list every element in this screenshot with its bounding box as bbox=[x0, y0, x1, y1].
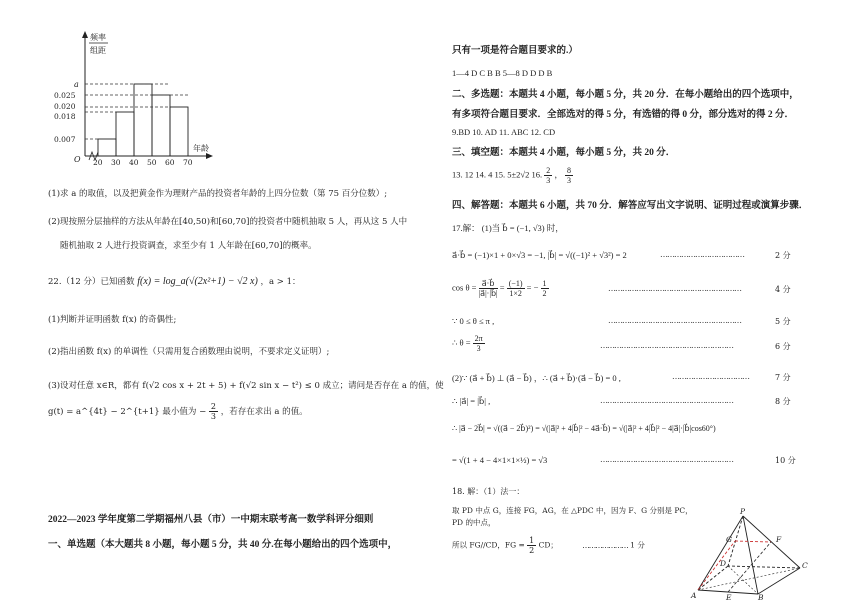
y-tick-a: a bbox=[74, 80, 79, 89]
x-tick-60: 60 bbox=[165, 158, 175, 167]
y-tick-0.025: 0.025 bbox=[54, 91, 76, 100]
section-2-line2: 有多项符合题目要求．全部选对的得 5 分，有选错的得 0 分，部分选对的得 2 分． bbox=[452, 110, 795, 120]
q17-line1: a⃗·b⃗ = (−1)×1 + 0×√3 = −1, |b⃗| = √((−1)² + √3²) = 2 bbox=[452, 250, 627, 260]
x-tick-50: 50 bbox=[147, 158, 157, 167]
q17-line2: cos θ = $\frac{a⃗\cdot b⃗}{|a⃗|\cdot|b⃗|}$ = $\frac{(-1)}{1\times 2}$ = − $\frac{1}{2}$ bbox=[452, 279, 547, 298]
q22-function: f(x) = log_a(√(2x²+1) − √2 x) bbox=[137, 276, 258, 287]
vertex-P: P bbox=[740, 507, 746, 516]
q17-score-5: 7 分 bbox=[775, 373, 791, 382]
answers-fill-in: 13. 12 14. 4 15. 5±2√2 16. $\frac{2}{3}$ ， $\frac{8}{3}$ bbox=[452, 166, 571, 185]
q17-score-4: 6 分 bbox=[775, 342, 791, 351]
q22-header bbox=[48, 276, 301, 288]
q18-line3: 所以 FG//CD，FG = $\frac{1}{2}$ CD； ………………… 1 分 bbox=[452, 536, 645, 555]
q22-min-value: $\frac{2}{3}$ bbox=[210, 402, 216, 421]
y-tick-0.020: 0.020 bbox=[54, 102, 76, 111]
bar-50-60 bbox=[152, 95, 170, 156]
q22-condition: ，a > 1： bbox=[260, 277, 301, 287]
vertex-C: C bbox=[802, 561, 808, 570]
answers-multi-choice: 9.BD 10. AD 11. ABC 12. CD bbox=[452, 127, 556, 137]
q22-gt: g(t) = a^{4t} − 2^{t+1} 最小值为 bbox=[48, 407, 197, 417]
q17-header: 17.解： (1)当 b⃗ = (−1, √3) 时， bbox=[452, 223, 564, 233]
q18-line2: PD 的中点， bbox=[452, 518, 496, 527]
q17-line5: (2)∵ (a⃗ + b⃗) ⊥ (a⃗ − b⃗) ，∴ (a⃗ + b⃗)·(a⃗ − b⃗) = 0 , bbox=[452, 373, 621, 383]
q21-part1: (1)求 a 的取值，以及把黄金作为理财产品的投资者年龄的上四分位数（第 75 百分位数）; bbox=[48, 189, 388, 199]
q17-line4: ∴ θ = $\frac{2\pi}{3}$ bbox=[452, 334, 483, 353]
q22-head: 22.（12 分）已知函数 bbox=[48, 277, 135, 287]
y-tick-0.018: 0.018 bbox=[54, 112, 76, 121]
q17-line3: ∵ 0 ≤ θ ≤ π , bbox=[452, 316, 495, 326]
q17-score-1: 2 分 bbox=[775, 251, 791, 260]
age-histogram bbox=[54, 28, 220, 168]
q22-part1: (1)判断并证明函数 f(x) 的奇偶性; bbox=[48, 315, 177, 325]
y-label-bottom: 组距 bbox=[90, 46, 106, 55]
section-1-heading: 一、单选题（本大题共 8 小题，每小题 5 分，共 40 分.在每小题给出的四个选项中， bbox=[48, 540, 398, 550]
vertex-D: D bbox=[720, 559, 727, 568]
section-2-line1: 二、多选题：本题共 4 小题，每小题 5 分，共 20 分．在每小题给出的四个选项中， bbox=[452, 90, 799, 100]
x-label: 年龄 bbox=[193, 144, 209, 153]
q18-score-1: 1 分 bbox=[630, 540, 645, 550]
q17-line6: ∴ |a⃗| = |b⃗| , bbox=[452, 396, 491, 406]
q21-part2-line2: 随机抽取 2 人进行投资调查，求至少有 1 人年龄在[60,70]的概率。 bbox=[60, 241, 317, 251]
vertex-F: F bbox=[776, 535, 782, 544]
q22-part3-line1: (3)设对任意 x∈R，都有 f(√2 cos x + 2t + 5) + f(√2 sin x − t²) ≤ 0 成立；请问是否存在 a 的值，使 bbox=[48, 381, 444, 391]
bar-60-70 bbox=[170, 107, 188, 156]
x-tick-70: 70 bbox=[183, 158, 193, 167]
q18-line1: 取 PD 中点 G，连接 FG，AG，在 △PDC 中，因为 F、G 分别是 PC， bbox=[452, 506, 693, 515]
x-axis-arrow bbox=[206, 153, 213, 159]
vertex-A: A bbox=[691, 591, 697, 600]
q17-score-2: 4 分 bbox=[775, 285, 791, 294]
q17-line7: ∴ |a⃗ − 2b⃗| = √((a⃗ − 2b⃗)²) = √(|a⃗|² + 4|b⃗|² − 4a⃗·b⃗) = √(|a⃗|² + 4|b⃗|² − 4|a⃗|·|b⃗|cos60°) bbox=[452, 424, 716, 433]
answers-single-choice: 1—4 D C B B 5—8 D D D B bbox=[452, 68, 553, 78]
q17-score-6: 8 分 bbox=[775, 397, 791, 406]
section-3-heading: 三、填空题：本题共 4 小题，每小题 5 分，共 20 分． bbox=[452, 148, 676, 158]
q21-part2-line1: (2)现按照分层抽样的方法从年龄在[40,50)和[60,70]的投资者中随机抽取 5 人，再从这 5 人中 bbox=[48, 217, 408, 227]
q17-score-3: 5 分 bbox=[775, 317, 791, 326]
vertex-G: G bbox=[726, 535, 732, 544]
answer-16-frac-a: $\frac{2}{3}$ bbox=[546, 166, 551, 185]
vertex-E: E bbox=[726, 593, 732, 602]
x-tick-30: 30 bbox=[111, 158, 121, 167]
y-axis-arrow bbox=[82, 31, 88, 38]
q17-score-8: 10 分 bbox=[775, 456, 796, 465]
section-1-continued: 只有一项是符合题目要求的.） bbox=[452, 46, 578, 56]
doc-title: 2022—2023 学年度第二学期福州八县（市）一中期末联考高一数学科评分细则 bbox=[48, 515, 374, 525]
bar-20-30 bbox=[98, 139, 116, 156]
x-tick-40: 40 bbox=[129, 158, 139, 167]
q22-neg-sign: − bbox=[199, 407, 207, 417]
q22-part2: (2)指出函数 f(x) 的单调性（只需用复合函数理由说明，不要求定义证明）; bbox=[48, 347, 330, 357]
y-label-top: 频率 bbox=[90, 33, 106, 42]
q22-part3-line2 bbox=[48, 402, 308, 421]
answer-16-frac-b: $\frac{8}{3}$ bbox=[566, 166, 571, 185]
y-tick-0.007: 0.007 bbox=[54, 135, 76, 144]
vertex-B: B bbox=[758, 593, 764, 602]
q22-tail: ，若存在求出 a 的值。 bbox=[220, 407, 308, 417]
bar-30-40 bbox=[116, 112, 134, 156]
q17-line8: = √(1 + 4 − 4×1×1×½) = √3 bbox=[452, 455, 548, 465]
pyramid-figure bbox=[688, 508, 818, 600]
section-4-heading: 四、解答题：本题共 6 小题，共 70 分．解答应写出文字说明、证明过程或演算步骤． bbox=[452, 201, 809, 211]
x-tick-20: 20 bbox=[93, 158, 103, 167]
origin-label: O bbox=[74, 155, 81, 164]
q18-header: 18. 解：（1）法一： bbox=[452, 487, 525, 496]
